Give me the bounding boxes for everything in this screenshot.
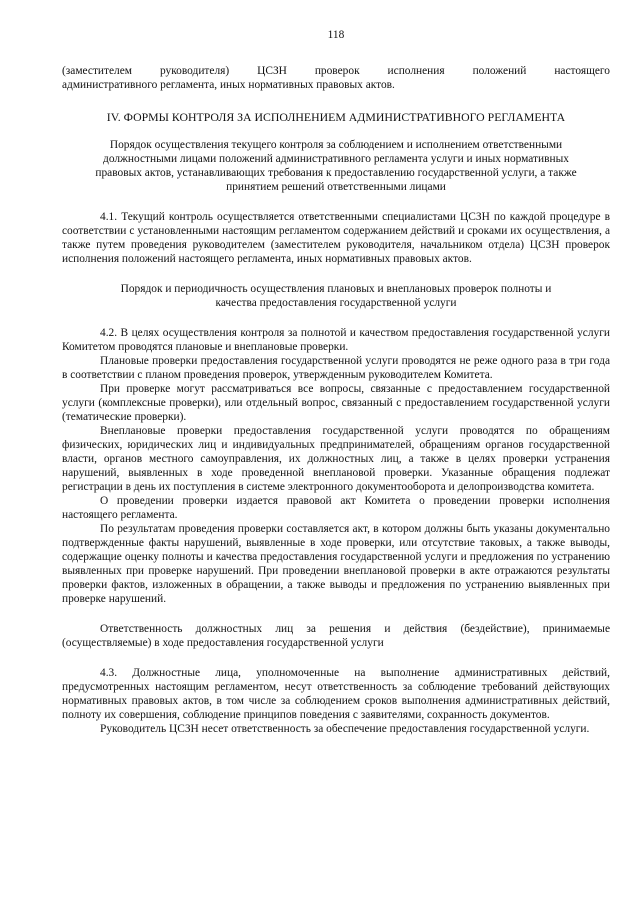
heading-inspections: [62, 282, 610, 310]
paragraph-inspection-order: О проведении проверки издается правовой акт Комитета о проведении проверки исполнения настоящего регламента.: [62, 495, 610, 521]
heading-line: должностными лицами положений административного регламента услуги и иных нормативных: [103, 153, 569, 165]
paragraph-head-responsibility: Руководитель ЦСЗН несет ответственность за обеспечение предоставления государственной услуги.: [100, 723, 590, 735]
page-number: 118: [327, 29, 345, 41]
paragraph-4-2: 4.2. В целях осуществления контроля за полнотой и качеством предоставления государственной услуги Комитетом проводятся плановые и внеплановые проверки.: [62, 327, 610, 353]
heading-line: Порядок и периодичность осуществления плановых и внеплановых проверок полноты и: [120, 283, 552, 295]
intro-line-1: (заместителем руководителя) ЦСЗН проверок исполнения положений настоящего: [62, 65, 610, 77]
paragraph-unscheduled-inspections: Внеплановые проверки предоставления государственной услуги проводятся по обращениям физических, юридических лиц и индивидуальных предпринимателей, обращениям органов государственной власти, органов местного самоуправления, их должностных лиц, а также в целях проверки устранения нарушений, выявленных в ходе проведенной внеплановой проверки. Указанные обращения подлежат регистрации в день их поступления в системе электронного документооборота и делопроизводства комитета.: [62, 425, 610, 493]
heading-current-control: [62, 138, 610, 194]
heading-line: Порядок осуществления текущего контроля за соблюдением и исполнением ответственными: [109, 139, 563, 151]
paragraph-4-3: 4.3. Должностные лица, уполномоченные на выполнение административных действий, предусмотренных настоящим регламентом, несут ответственность за соблюдение требований действующих нормативных правовых актов, в том числе за соблюдением сроков выполнения административных действий, полноту их совершения, соблюдение принципов поведения с заявителями, сохранность документов.: [62, 667, 610, 721]
heading-line: правовых актов, устанавливающих требования к предоставлению государственной услуги, а также: [95, 167, 577, 179]
heading-line: принятием решений ответственными лицами: [226, 181, 446, 193]
paragraph-inspection-scope: При проверке могут рассматриваться все вопросы, связанные с предоставлением государственной услуги (комплексные проверки), или отдельный вопрос, связанный с предоставлением государственной услуги (тематические проверки).: [62, 383, 610, 423]
document-page: [62, 28, 610, 736]
paragraph-planned-inspections: Плановые проверки предоставления государственной услуги проводятся не реже одного раза в три года в соответствии с планом проведения проверок, утвержденным руководителем Комитета.: [62, 355, 610, 381]
heading-line: качества предоставления государственной услуги: [215, 297, 457, 309]
heading-responsibility: [62, 622, 610, 650]
section-title: IV. ФОРМЫ КОНТРОЛЯ ЗА ИСПОЛНЕНИЕМ АДМИНИСТРАТИВНОГО РЕГЛАМЕНТА: [106, 110, 566, 124]
paragraph-inspection-results: По результатам проведения проверки составляется акт, в котором должны быть указаны документально подтвержденные факты нарушений, выявленные в ходе проверки, или отсутствие таковых, а также выводы, содержащие оценку полноты и качества предоставления государственной услуги и предложения по устранению выявленных при проверке нарушений. При проведении внеплановой проверки в акте отражаются результаты проверки фактов, изложенных в обращении, а также выводы и предложения по устранению выявленных при проверке нарушений.: [62, 523, 610, 605]
paragraph-4-1: 4.1. Текущий контроль осуществляется ответственными специалистами ЦСЗН по каждой процедуре в соответствии с установленными настоящим регламентом содержанием действий и сроками их осуществления, а также путем проведения руководителем (заместителем руководителя, начальником отдела) ЦСЗН проверок исполнения положений настоящего регламента, иных нормативных правовых актов.: [62, 211, 610, 265]
heading-line: Ответственность должностных лиц за решения и действия (бездействие), принимаемые: [100, 623, 610, 635]
intro-line-2: административного регламента, иных нормативных правовых актов.: [62, 79, 395, 91]
heading-line: (осуществляемые) в ходе предоставления государственной услуги: [62, 637, 384, 649]
